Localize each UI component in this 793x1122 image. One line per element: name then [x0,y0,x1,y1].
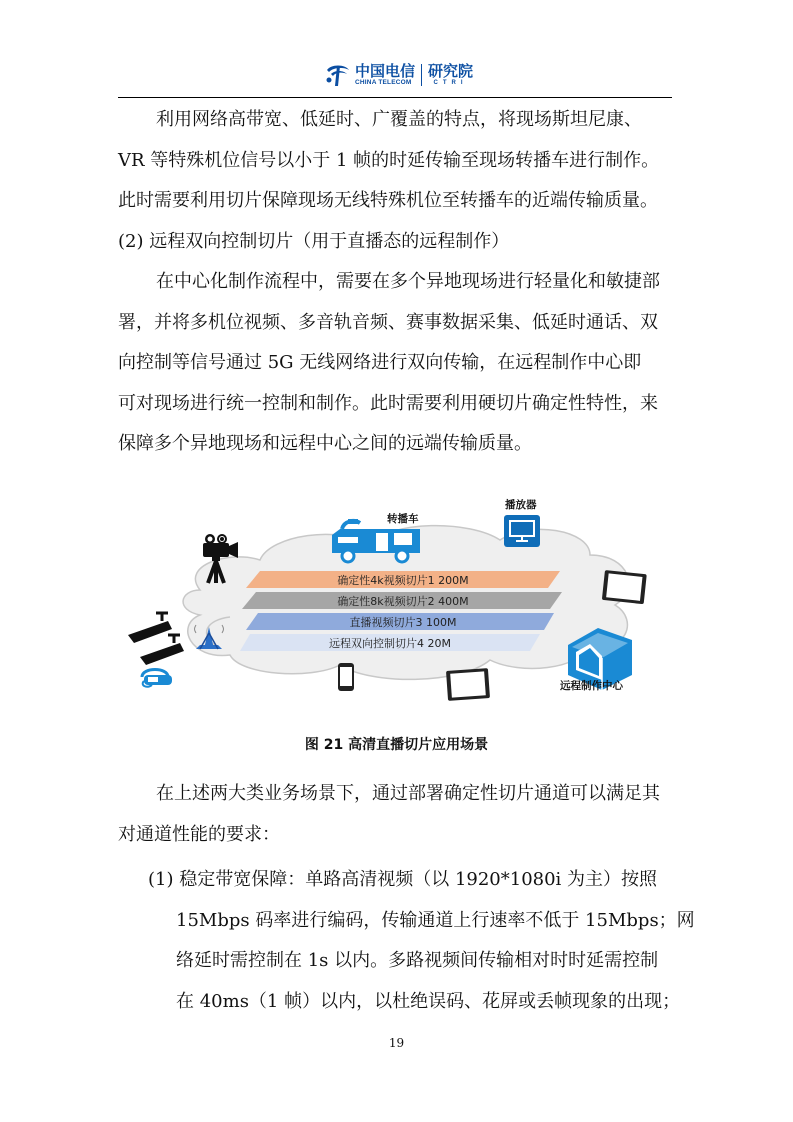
china-telecom-logo [323,58,473,92]
security-camera-icon [140,635,184,665]
slice-4k-label: 确定性4k视频切片1 200M [337,574,469,587]
intro-paragraph [118,100,674,262]
requirements-paragraph [118,774,674,855]
text-line: 络延时需控制在 1s 以内。多路视频间传输相对时时延需控制 [176,950,659,971]
text-line: 向控制等信号通过 5G 无线网络进行双向传输，在远程制作中心即 [118,352,642,373]
page-number: 19 [388,1036,405,1050]
text-line: 利用网络高带宽、低延时、广覆盖的特点，将现场斯坦尼康、 [156,109,642,130]
player-monitor-icon [504,515,540,547]
text-line: 署，并将多机位视频、多音轨音频、赛事数据采集、低延时通话、双 [118,311,658,333]
institute-chinese-name: 研究院 [428,62,474,80]
slice-live [246,613,554,630]
logo-chinese-name: 中国电信 [355,62,416,80]
text-line: 对通道性能的要求： [118,823,280,845]
figure-caption: 图 21 高清直播切片应用场景 [304,737,489,753]
text-line: 此时需要利用切片保障现场无线特殊机位至转播车的近端传输质量。 [118,190,658,211]
player-label: 播放器 [505,499,537,511]
vr-headset-icon [142,670,172,687]
text-line: (1) 稳定带宽保障：单路高清视频（以 1920*1080i 为主）按照 [148,869,658,890]
text-line: 在中心化制作流程中，需要在多个异地现场进行轻量化和敏捷部 [156,271,660,292]
slice-live-label: 直播视频切片3 100M [349,616,457,629]
subheading: (2) 远程双向控制切片（用于直播态的远程制作） [118,230,510,252]
text-line: 15Mbps 码率进行编码，传输通道上行速率不低于 15Mbps；网 [176,909,695,931]
slice-8k [242,592,562,609]
text-line: VR 等特殊机位信号以小于 1 帧的时延传输至现场转播车进行制作。 [118,149,660,171]
tablet-icon [602,570,647,604]
text-line: 可对现场进行统一控制和制作。此时需要利用硬切片确定性特性，来 [118,392,658,414]
slice-control-label: 远程双向控制切片4 20M [329,637,451,650]
slice-control [240,634,540,651]
slice-4k [246,571,560,588]
page-header [118,52,672,98]
china-telecom-logo-icon [323,62,353,88]
header-rule [118,97,672,98]
smartphone-icon [338,663,354,691]
institute-english-name: CTRI [433,80,468,86]
list-item-bandwidth [148,860,695,1022]
logo-divider [421,64,422,86]
text-line: 在上述两大类业务场景下，通过部署确定性切片通道可以满足其 [156,783,660,804]
slicing-scenario-figure [120,495,680,715]
tablet-icon [446,668,490,701]
remote-production-paragraph [118,262,674,465]
logo-english-name: CHINA TELECOM [355,79,412,86]
figure-diagram [120,495,680,715]
text-line: 在 40ms（1 帧）以内，以杜绝误码、花屏或丢帧现象的出现； [176,990,681,1012]
security-camera-icon [128,613,172,643]
text-line: 保障多个异地现场和远程中心之间的远端传输质量。 [118,433,532,454]
broadcast-van-label: 转播车 [387,513,419,525]
slice-8k-label: 确定性8k视频切片2 400M [337,595,469,608]
remote-center-label: 远程制作中心 [560,680,623,692]
